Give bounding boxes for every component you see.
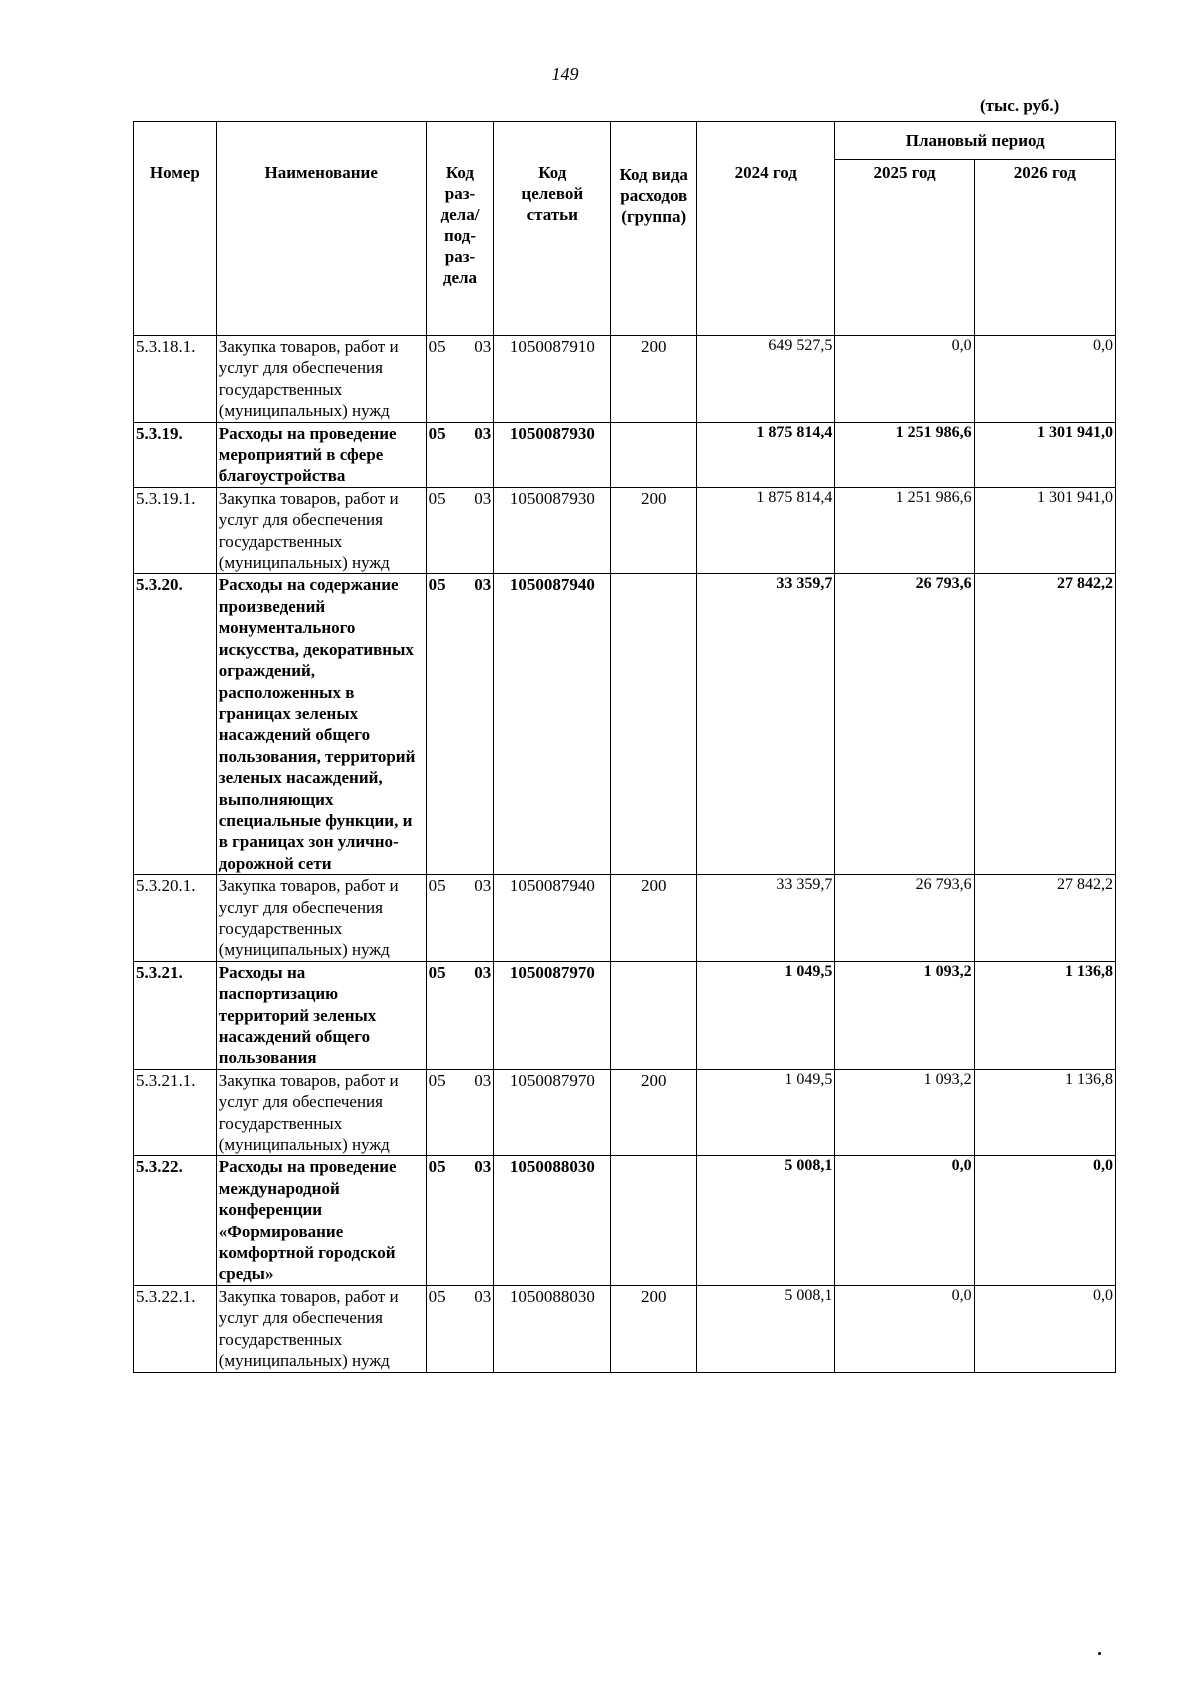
row-amount-2025: 26 793,6 [835, 574, 974, 875]
row-amount-2026: 0,0 [974, 336, 1115, 423]
units-label: (тыс. руб.) [980, 96, 1060, 115]
row-section: 05 [428, 1286, 446, 1306]
row-subsection: 03 [474, 423, 492, 443]
row-number: 5.3.20. [134, 574, 217, 875]
header-number: Номер [134, 122, 217, 336]
row-section-code [426, 1285, 494, 1372]
row-amount-2024: 5 008,1 [697, 1156, 835, 1285]
row-target-code: 1050088030 [494, 1285, 611, 1372]
row-amount-2024: 1 875 814,4 [697, 422, 835, 487]
row-subsection: 03 [474, 337, 492, 356]
row-amount-2025: 1 093,2 [835, 961, 974, 1069]
table-row [134, 1069, 1116, 1156]
row-amount-2025: 26 793,6 [835, 875, 974, 962]
header-name: Наименование [216, 122, 426, 336]
row-name: Закупка товаров, работ и услуг для обеспечения государственных (муниципальных) нужд [216, 487, 426, 574]
row-expense-type: 200 [611, 1285, 697, 1372]
row-expense-type [611, 574, 697, 875]
row-name: Расходы на проведение мероприятий в сфере благоустройства [216, 422, 426, 487]
row-amount-2024: 649 527,5 [697, 336, 835, 423]
table-row [134, 875, 1116, 962]
header-target-code: Код целевой статьи [494, 122, 611, 336]
table-row [134, 336, 1116, 423]
table-row [134, 487, 1116, 574]
row-section: 05 [428, 1157, 446, 1177]
row-section: 05 [428, 876, 446, 896]
row-amount-2026: 27 842,2 [974, 574, 1115, 875]
row-subsection: 03 [474, 575, 492, 595]
table-row [134, 1285, 1116, 1372]
row-name: Закупка товаров, работ и услуг для обеспечения государственных (муниципальных) нужд [216, 336, 426, 423]
table-body [134, 336, 1116, 1373]
scan-dot [1098, 1652, 1101, 1655]
row-amount-2026: 1 301 941,0 [974, 487, 1115, 574]
row-section: 05 [428, 575, 446, 595]
row-subsection: 03 [474, 1286, 492, 1306]
row-number: 5.3.19. [134, 422, 217, 487]
row-amount-2026: 0,0 [974, 1285, 1115, 1372]
row-amount-2025: 1 251 986,6 [835, 487, 974, 574]
header-year-2026: 2026 год [974, 160, 1115, 336]
row-expense-type [611, 422, 697, 487]
row-number: 5.3.22.1. [134, 1285, 217, 1372]
row-section-code [426, 422, 494, 487]
row-expense-type: 200 [611, 336, 697, 423]
row-amount-2026: 27 842,2 [974, 875, 1115, 962]
table-row [134, 422, 1116, 487]
row-amount-2024: 1 049,5 [697, 1069, 835, 1156]
row-name: Расходы на паспортизацию территорий зеленых насаждений общего пользования [216, 961, 426, 1069]
row-subsection: 03 [474, 876, 492, 896]
row-amount-2025: 0,0 [835, 1285, 974, 1372]
row-subsection: 03 [474, 1070, 492, 1090]
row-amount-2024: 1 049,5 [697, 961, 835, 1069]
row-amount-2025: 1 251 986,6 [835, 422, 974, 487]
row-subsection: 03 [474, 488, 492, 508]
row-section: 05 [428, 423, 446, 443]
row-expense-type: 200 [611, 875, 697, 962]
row-number: 5.3.21. [134, 961, 217, 1069]
row-amount-2026: 1 136,8 [974, 961, 1115, 1069]
header-year-2024: 2024 год [697, 122, 835, 336]
row-section-code [426, 336, 494, 423]
row-amount-2024: 1 875 814,4 [697, 487, 835, 574]
table-row [134, 1156, 1116, 1285]
row-expense-type: 200 [611, 487, 697, 574]
row-amount-2025: 1 093,2 [835, 1069, 974, 1156]
row-amount-2025: 0,0 [835, 336, 974, 423]
row-amount-2024: 33 359,7 [697, 574, 835, 875]
row-target-code: 1050087930 [494, 422, 611, 487]
row-section: 05 [428, 962, 446, 982]
header-section-code: Код раз- дела/ под- раз- дела [426, 122, 494, 336]
row-name: Закупка товаров, работ и услуг для обеспечения государственных (муниципальных) нужд [216, 1285, 426, 1372]
header-expense-type: Код вида расходов (группа) [611, 122, 697, 336]
row-section-code [426, 1156, 494, 1285]
table-row [134, 574, 1116, 875]
row-expense-type: 200 [611, 1069, 697, 1156]
row-number: 5.3.21.1. [134, 1069, 217, 1156]
row-target-code: 1050087970 [494, 961, 611, 1069]
row-amount-2026: 1 136,8 [974, 1069, 1115, 1156]
row-expense-type [611, 1156, 697, 1285]
row-target-code: 1050087910 [494, 336, 611, 423]
row-section-code [426, 487, 494, 574]
table-row [134, 961, 1116, 1069]
row-name: Закупка товаров, работ и услуг для обеспечения государственных (муниципальных) нужд [216, 1069, 426, 1156]
row-subsection: 03 [474, 962, 492, 982]
row-number: 5.3.22. [134, 1156, 217, 1285]
row-section: 05 [428, 488, 446, 508]
row-amount-2026: 0,0 [974, 1156, 1115, 1285]
row-name: Расходы на содержание произведений монументального искусства, декоративных ограждений, расположенных в границах зеленых насаждений общего пользования, территорий зеленых насаждений, выполняющих специальные функции, и в границах зон улично-дорожной сети [216, 574, 426, 875]
row-section-code [426, 574, 494, 875]
row-section-code [426, 961, 494, 1069]
row-name: Расходы на проведение международной конференции «Формирование комфортной городской среды» [216, 1156, 426, 1285]
row-section-code [426, 875, 494, 962]
row-number: 5.3.19.1. [134, 487, 217, 574]
row-amount-2024: 5 008,1 [697, 1285, 835, 1372]
row-amount-2025: 0,0 [835, 1156, 974, 1285]
row-target-code: 1050087940 [494, 875, 611, 962]
row-target-code: 1050087970 [494, 1069, 611, 1156]
row-section: 05 [428, 337, 446, 356]
row-expense-type [611, 961, 697, 1069]
row-number: 5.3.20.1. [134, 875, 217, 962]
page-number: 149 [551, 64, 579, 84]
budget-table [133, 121, 1116, 1373]
row-target-code: 1050087940 [494, 574, 611, 875]
row-section-code [426, 1069, 494, 1156]
row-section: 05 [428, 1070, 446, 1090]
row-subsection: 03 [474, 1157, 492, 1177]
header-year-2025: 2025 год [835, 160, 974, 336]
row-amount-2024: 33 359,7 [697, 875, 835, 962]
row-target-code: 1050087930 [494, 487, 611, 574]
row-number: 5.3.18.1. [134, 336, 217, 423]
row-target-code: 1050088030 [494, 1156, 611, 1285]
header-planned-period: Плановый период [835, 122, 1116, 160]
row-name: Закупка товаров, работ и услуг для обеспечения государственных (муниципальных) нужд [216, 875, 426, 962]
row-amount-2026: 1 301 941,0 [974, 422, 1115, 487]
